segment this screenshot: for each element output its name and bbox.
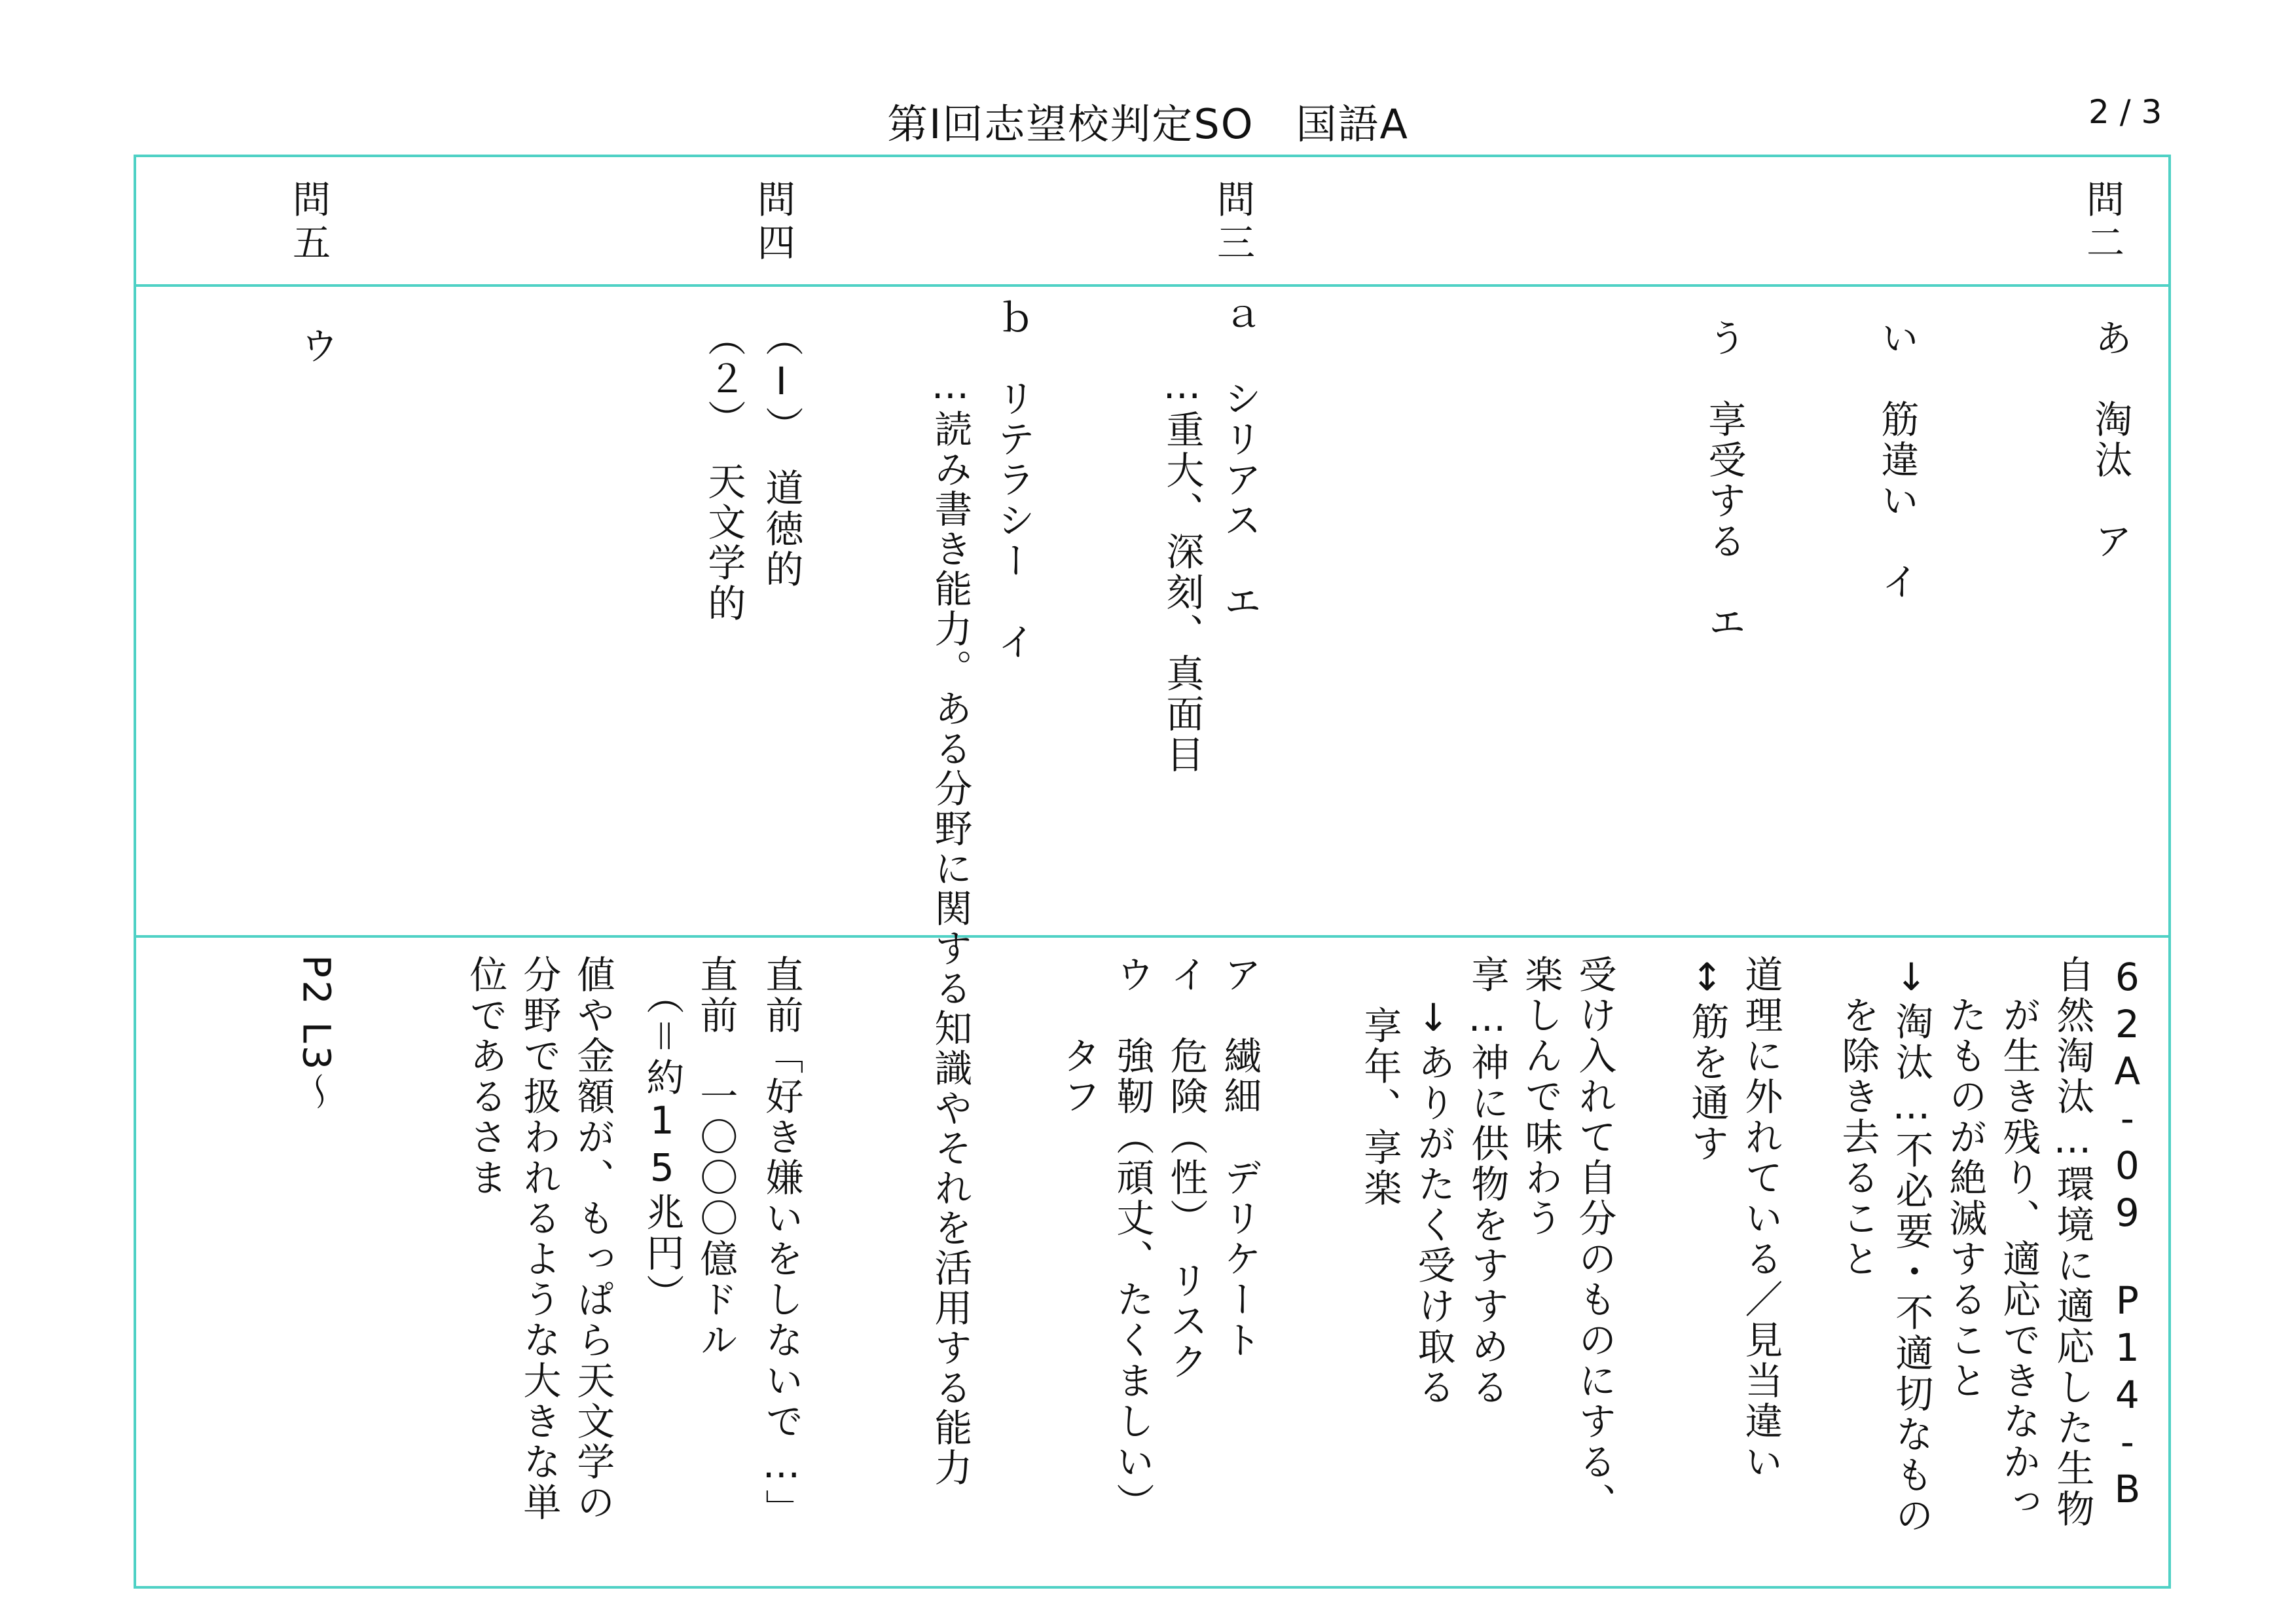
answer-3a: ａ シリアス エ (1217, 297, 1262, 622)
note-line: P2 L3～ (294, 955, 339, 1113)
notes-divider (134, 935, 2171, 938)
note-line: たものが絶滅すること (1942, 955, 1988, 1401)
answer-a: あ 淘汰 ア (2088, 318, 2133, 562)
answer-3a-note: …重大、深刻、真面目 (1159, 363, 1205, 775)
answer-4-2: （２） 天文学的 (701, 318, 746, 624)
note-line: ↓ありがたく受け取る (1411, 955, 1456, 1408)
answer-i: い 筋違い イ (1874, 318, 1920, 602)
header-divider (134, 284, 2171, 287)
question-2-label: 問二 (2080, 179, 2124, 266)
page-number: 2 / 3 (2088, 93, 2162, 131)
border-left (134, 155, 136, 1589)
border-right (2168, 155, 2171, 1589)
note-line: イ 危険（性） リスク (1163, 955, 1209, 1382)
answer-3b-note: …読み書き能力。ある分野に関する知識やそれを活用する能力 (928, 363, 973, 1488)
note-line: 自然淘汰…環境に適応した生物 (2050, 955, 2095, 1530)
note-line: 楽しんで味わう (1518, 955, 1563, 1239)
answer-4-1: （Ⅰ） 道徳的 (759, 318, 804, 590)
answer-u: う 享受する エ (1702, 318, 1747, 643)
answer-3b: ｂ リテラシー イ (991, 297, 1036, 663)
note-line: 享年、享楽 (1357, 1006, 1402, 1209)
question-4-label: 問四 (751, 179, 795, 266)
note-line: が生き残り、適応できなかっ (1996, 955, 2041, 1523)
answer-5: ウ (294, 326, 339, 367)
note-line: 受け入れて自分のものにする、 (1572, 955, 1617, 1523)
note-line: ↓淘汰…不必要・不適切なもの (1889, 955, 1934, 1536)
question-3-label: 問三 (1211, 179, 1255, 266)
page-title: 第Ⅰ回志望校判定SO 国語A (887, 100, 1409, 148)
note-line: 直前「好き嫌いをしないで…」 (759, 955, 804, 1530)
note-line: 享…神に供物をすすめる (1465, 955, 1510, 1408)
answer-table (134, 155, 2171, 1589)
note-line: タフ (1056, 955, 1101, 1117)
note-line: 直前 一〇〇〇億ドル (693, 955, 738, 1361)
border-bottom (134, 1586, 2171, 1589)
note-line: ア 繊細 デリケート (1217, 955, 1262, 1361)
note-line: ウ 強靭（頑丈、たくましい） (1110, 955, 1155, 1523)
question-5-label: 問五 (286, 179, 331, 266)
note-line: 道理に外れている／見当違い (1738, 955, 1783, 1483)
note-line: 位であるさま (463, 955, 508, 1198)
border-top (134, 155, 2171, 157)
note-line: 値や金額が、もっぱら天文学の (570, 955, 615, 1523)
note-line: （＝約15兆円） (640, 955, 685, 1314)
note-line: 分野で扱われるような大きな単 (517, 955, 562, 1523)
note-line: を除き去ること (1835, 955, 1880, 1280)
note-line: ↕筋を通す (1685, 955, 1730, 1164)
note-line: 62A-09 P14-B (2105, 955, 2150, 1514)
